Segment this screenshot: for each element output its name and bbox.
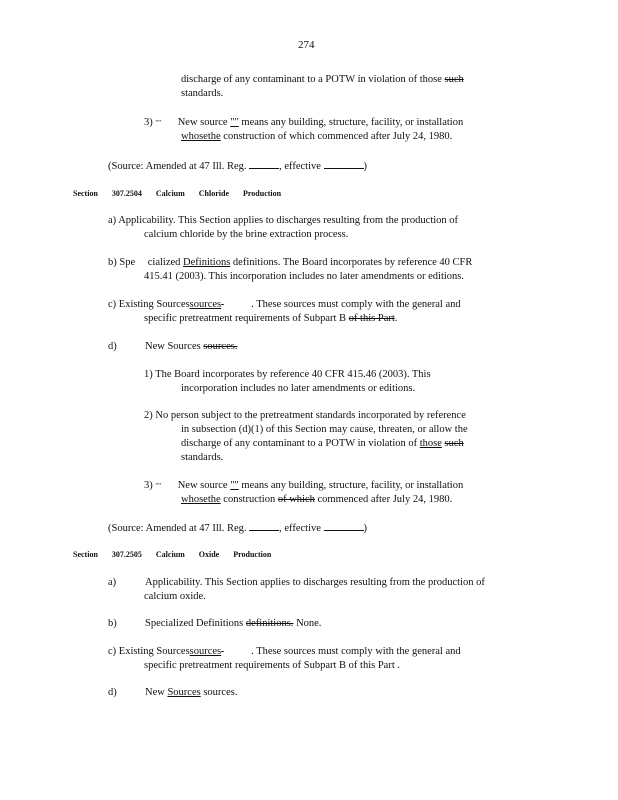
text: New source <box>177 480 228 491</box>
deleted-text: sources. <box>203 341 238 352</box>
deleted-text: of this Part <box>348 313 395 324</box>
inserted-text: those <box>419 438 442 449</box>
inserted-text: Sources <box>167 687 201 698</box>
quote-marks: "" <box>155 119 162 127</box>
text: construction of which commenced after July 24, 1980. <box>223 131 453 142</box>
inserted-text: whosethe <box>181 131 221 142</box>
blank-line <box>324 158 364 169</box>
paragraph-line <box>108 340 238 354</box>
deleted-text: such <box>444 438 464 449</box>
inserted-text: Definitions <box>183 257 231 268</box>
text: specific pretreatment requirements of Subpart B <box>144 313 347 324</box>
blank-line <box>249 520 279 531</box>
paragraph-line: calcium oxide. <box>144 591 206 602</box>
inserted-text: whosethe <box>181 494 221 505</box>
text: . These sources must comply with the general and <box>251 646 461 657</box>
deleted-blank <box>221 645 251 659</box>
paragraph-line: standards. <box>181 452 224 463</box>
paragraph-line <box>144 312 397 326</box>
item-label: d) <box>108 687 117 698</box>
text: c) Existing Sources <box>108 646 190 657</box>
text: means any building, structure, facility, or installation <box>241 480 464 491</box>
item-text <box>145 686 237 700</box>
deleted-text: definitions. <box>245 618 294 629</box>
text: . These sources must comply with the general and <box>251 299 461 310</box>
text: Applicability. This Section applies to discharges resulting from the production of <box>145 577 485 588</box>
paragraph-line: 415.41 (2003). This incorporation includes no later amendments or editions. <box>144 271 464 282</box>
text: cialized <box>147 257 181 268</box>
paragraph-line <box>108 298 461 312</box>
paragraph-line: 1) The Board incorporates by reference 40 CFR 415.46 (2003). This <box>144 369 431 380</box>
list-item-3 <box>144 479 463 493</box>
text: sources. <box>203 687 238 698</box>
source-text: ) <box>363 161 368 172</box>
quote-marks: "" <box>155 482 162 490</box>
source-text: ) <box>363 523 368 534</box>
page-number: 274 <box>298 39 315 51</box>
source-text: , effective <box>279 523 321 534</box>
paragraph-line: calcium chloride by the brine extraction process. <box>144 229 349 240</box>
paragraph-line <box>108 617 322 631</box>
paragraph-line <box>108 645 461 659</box>
text: construction <box>223 494 276 505</box>
item-number: 3) <box>144 117 153 128</box>
text: discharge of any contaminant to a POTW in violation of those <box>181 74 442 85</box>
list-item-3 <box>144 116 463 130</box>
inserted-quote: "" <box>230 117 239 128</box>
item-text <box>145 340 237 354</box>
paragraph-line <box>181 130 452 144</box>
paragraph-line: standards. <box>181 88 224 99</box>
text: . <box>394 313 398 324</box>
source-note <box>108 520 367 536</box>
source-note <box>108 158 367 174</box>
text: New Sources <box>145 341 201 352</box>
item-number: 3) <box>144 480 153 491</box>
inserted-quote: "" <box>230 480 239 491</box>
text: b) Spe <box>108 257 136 268</box>
paragraph-line: 2) No person subject to the pretreatment standards incorporated by reference <box>144 410 466 421</box>
text: commenced after July 24, 1980. <box>317 494 453 505</box>
text: Specialized Definitions <box>145 618 244 629</box>
text: c) Existing Sources <box>108 299 190 310</box>
blank-line <box>249 158 279 169</box>
text: New source <box>177 117 228 128</box>
item-label: b) <box>108 618 117 629</box>
text: definitions. The Board incorporates by reference 40 CFR <box>232 257 473 268</box>
blank-line <box>324 520 364 531</box>
source-text: (Source: Amended at 47 Ill. Reg. <box>108 161 247 172</box>
section-heading: Section 307.2505 Calcium Oxide Production <box>73 550 272 559</box>
deleted-text: of which <box>277 494 315 505</box>
paragraph-line <box>108 686 238 700</box>
paragraph-line <box>181 73 464 87</box>
paragraph-line: in subsection (d)(1) of this Section may cause, threaten, or allow the <box>181 424 468 435</box>
item-label: a) <box>108 577 117 588</box>
item-label: d) <box>108 341 117 352</box>
paragraph-line <box>181 437 464 451</box>
deleted-blank <box>221 298 251 312</box>
paragraph-line <box>108 256 472 270</box>
source-text: , effective <box>279 161 321 172</box>
paragraph-line <box>181 493 452 507</box>
text: discharge of any contaminant to a POTW in violation of <box>181 438 418 449</box>
inserted-text: sources <box>189 299 222 310</box>
section-heading: Section 307.2504 Calcium Chloride Production <box>73 189 282 198</box>
text: means any building, structure, facility, or installation <box>241 117 464 128</box>
paragraph-line: incorporation includes no later amendments or editions. <box>181 383 416 394</box>
paragraph-line: specific pretreatment requirements of Subpart B of this Part . <box>144 660 401 671</box>
paragraph-line <box>108 576 485 590</box>
text: None. <box>296 618 322 629</box>
item-text <box>145 617 321 631</box>
text: New <box>145 687 165 698</box>
source-text: (Source: Amended at 47 Ill. Reg. <box>108 523 247 534</box>
inserted-text: sources <box>189 646 222 657</box>
paragraph-line: a) Applicability. This Section applies to discharges resulting from the production of <box>108 215 459 226</box>
deleted-text: such <box>444 74 464 85</box>
